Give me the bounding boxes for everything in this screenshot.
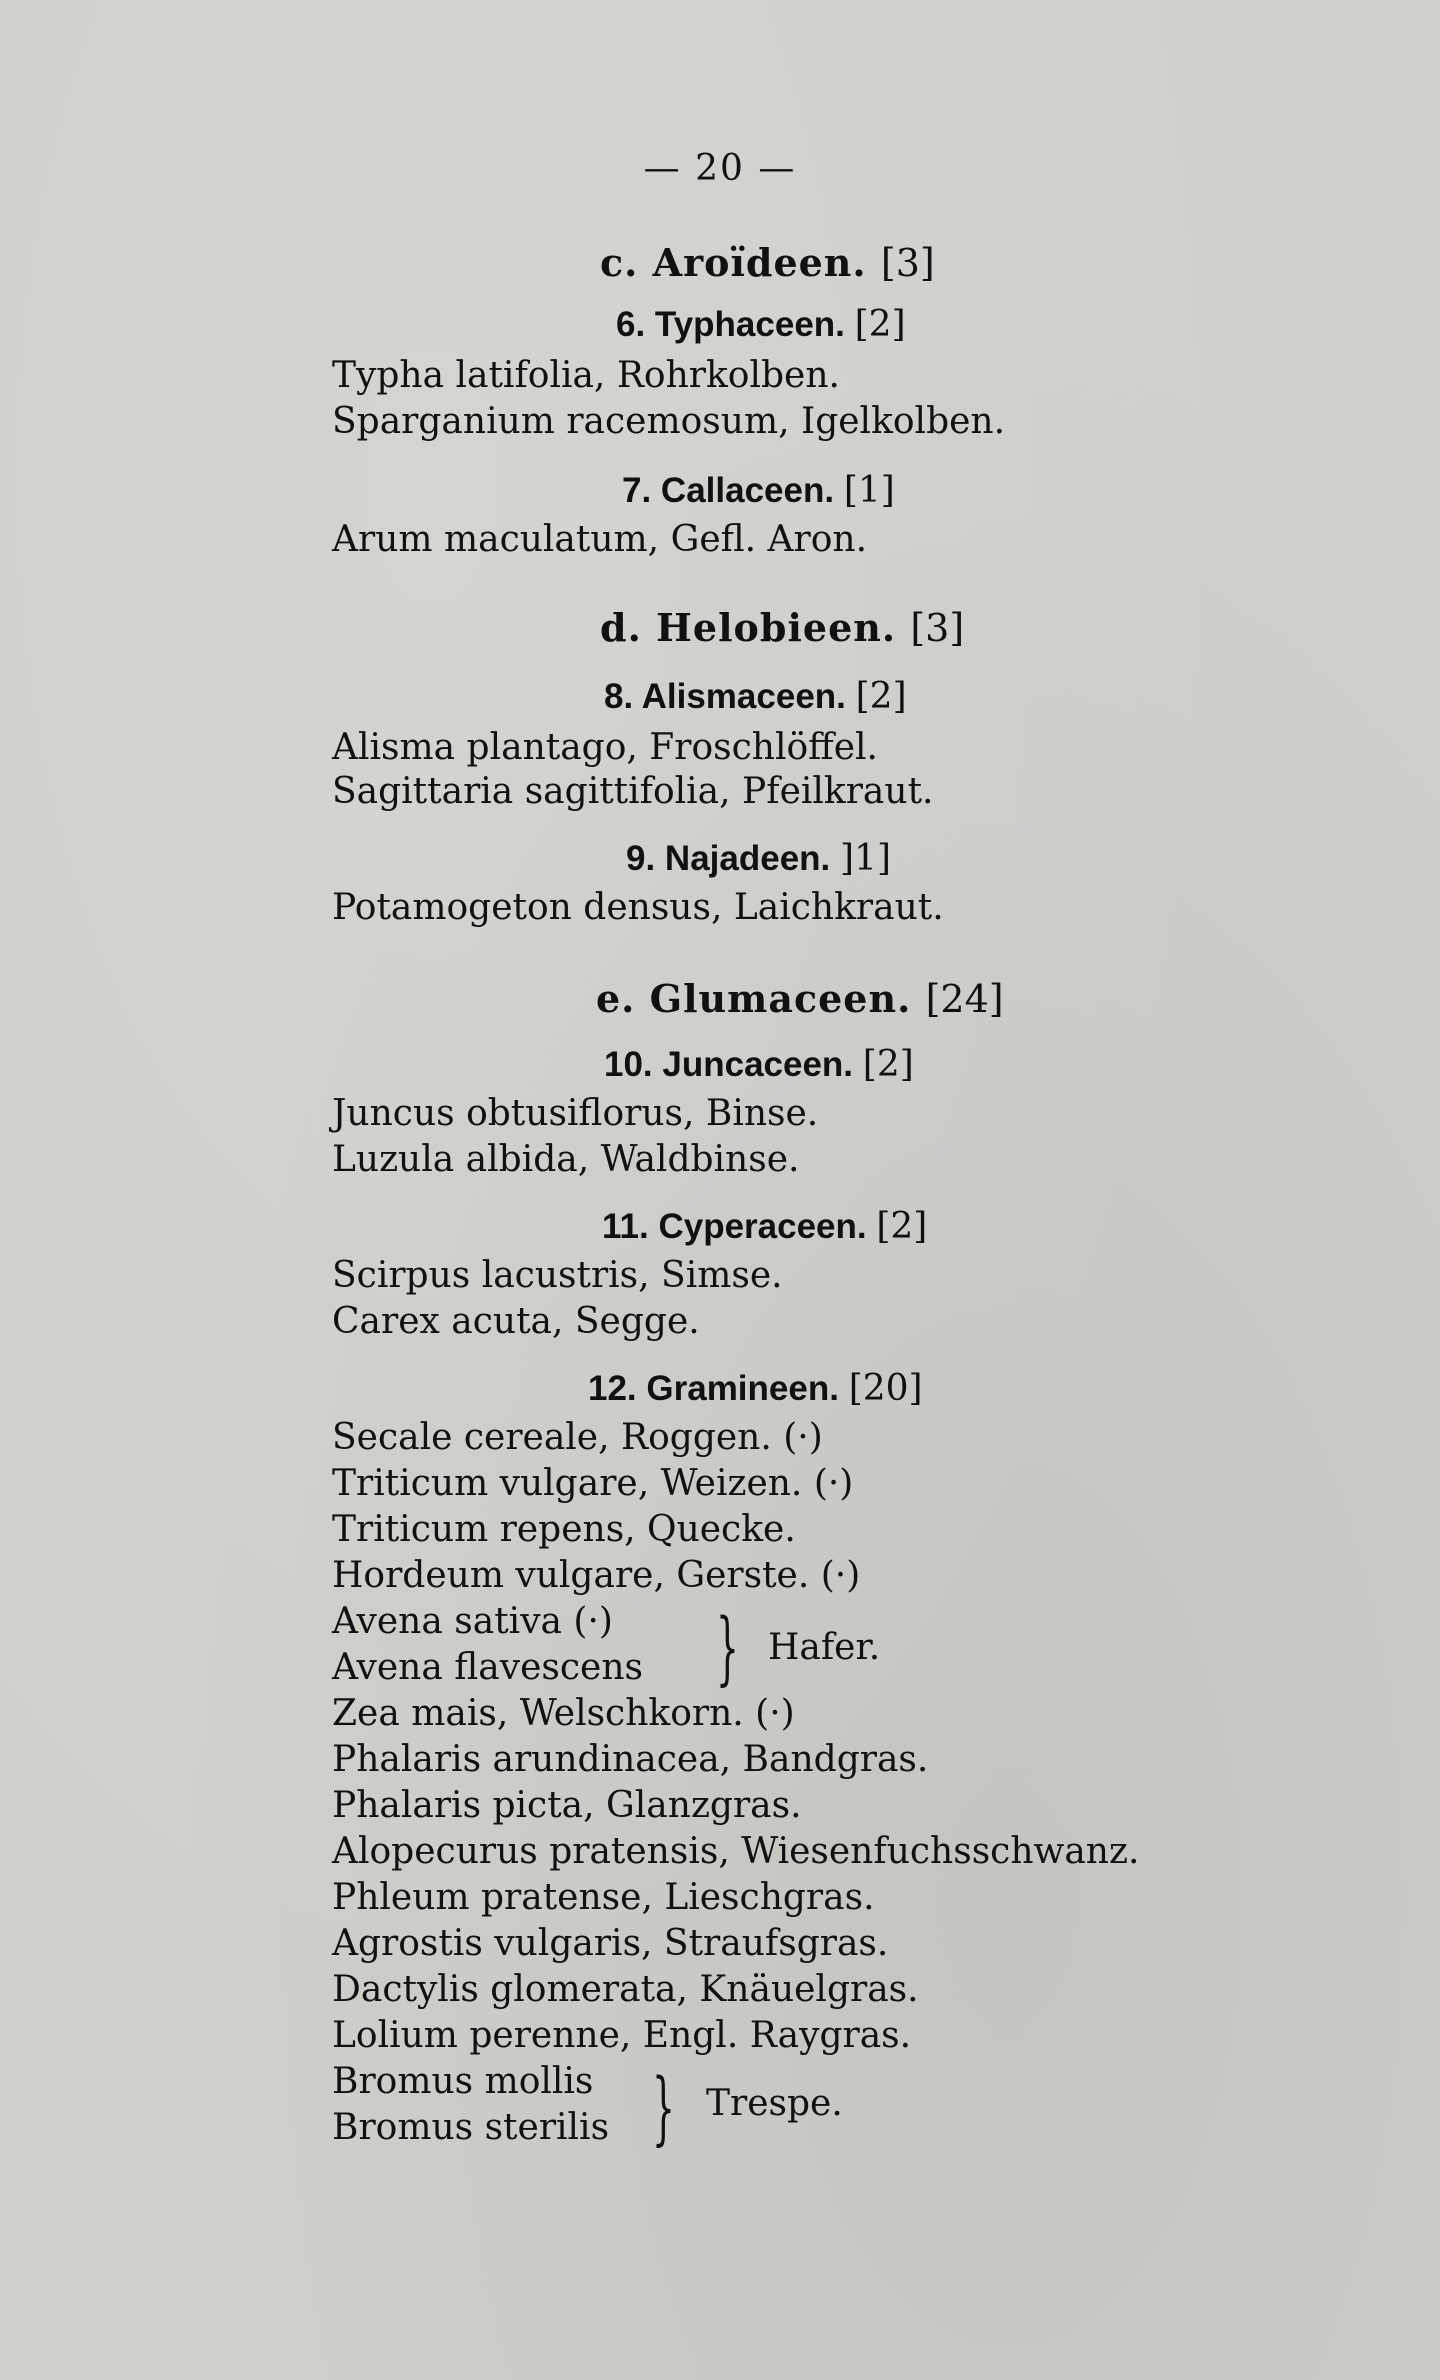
- section-count: [3]: [880, 241, 935, 285]
- family-title: 8. Alismaceen.: [604, 677, 846, 716]
- section-count: [24]: [925, 977, 1004, 1021]
- family-title: 6. Typhaceen.: [616, 305, 845, 344]
- family-count: [1]: [843, 470, 895, 511]
- avena-common-name: Hafer.: [768, 1627, 881, 1668]
- entry-sparganium: Sparganium racemosum, Igelkolben.: [332, 401, 1006, 442]
- entry-juncus: Juncus obtusiflorus, Binse.: [332, 1093, 819, 1134]
- entry-avena-sativa: Avena sativa (·): [332, 1601, 613, 1642]
- family-heading-10: [604, 1044, 914, 1085]
- entry-alisma: Alisma plantago, Froschlöffel.: [332, 727, 878, 768]
- entry-phleum: Phleum pratense, Lieschgras.: [332, 1877, 875, 1918]
- avena-lines: [332, 1601, 643, 1696]
- entry-carex: Carex acuta, Segge.: [332, 1301, 700, 1342]
- section-heading-e: [596, 976, 1004, 1021]
- section-heading-c: [600, 240, 935, 285]
- family-heading-9: [626, 838, 891, 879]
- bromus-common-name: Trespe.: [706, 2083, 843, 2124]
- entry-group-avena: [332, 1601, 932, 1696]
- entry-lolium: Lolium perenne, Engl. Raygras.: [332, 2015, 912, 2056]
- page-number: — 20 —: [643, 148, 797, 189]
- entry-sagittaria: Sagittaria sagittifolia, Pfeilkraut.: [332, 771, 934, 812]
- family-count: ]1]: [840, 838, 891, 879]
- family-title: 12. Gramineen.: [588, 1369, 839, 1408]
- family-heading-7: [622, 470, 895, 511]
- family-heading-6: [616, 304, 906, 345]
- family-title: 10. Juncaceen.: [604, 1045, 854, 1084]
- entry-avena-flavescens: Avena flavescens: [332, 1647, 643, 1688]
- brace-symbol: }: [652, 2061, 675, 2154]
- entry-phalaris-arundinacea: Phalaris arundinacea, Bandgras.: [332, 1739, 929, 1780]
- section-title: d. Helobieen.: [600, 605, 897, 650]
- family-title: 9. Najadeen.: [626, 839, 831, 878]
- family-heading-8: [604, 676, 907, 717]
- entry-agrostis: Agrostis vulgaris, Straufsgras.: [332, 1923, 889, 1964]
- bromus-lines: [332, 2061, 610, 2156]
- entry-typha: Typha latifolia, Rohrkolben.: [332, 355, 840, 396]
- entry-arum: Arum maculatum, Gefl. Aron.: [332, 519, 868, 560]
- entry-scirpus: Scirpus lacustris, Simse.: [332, 1255, 783, 1296]
- entry-phalaris-picta: Phalaris picta, Glanzgras.: [332, 1785, 802, 1826]
- entry-hordeum: Hordeum vulgare, Gerste. (·): [332, 1555, 861, 1596]
- family-heading-11: [602, 1206, 927, 1247]
- entry-secale: Secale cereale, Roggen. (·): [332, 1417, 823, 1458]
- family-count: [2]: [876, 1206, 928, 1247]
- family-title: 11. Cyperaceen.: [602, 1207, 867, 1246]
- section-title: c. Aroïdeen.: [600, 240, 867, 285]
- family-title: 7. Callaceen.: [622, 471, 835, 510]
- entry-triticum-vulgare: Triticum vulgare, Weizen. (·): [332, 1463, 854, 1504]
- section-count: [3]: [910, 606, 965, 650]
- family-heading-12: [588, 1368, 923, 1409]
- section-heading-d: [600, 605, 964, 650]
- section-title: e. Glumaceen.: [596, 976, 912, 1021]
- entry-alopecurus: Alopecurus pratensis, Wiesenfuchsschwanz.: [332, 1831, 1140, 1872]
- entry-bromus-sterilis: Bromus sterilis: [332, 2107, 610, 2148]
- family-count: [2]: [854, 304, 906, 345]
- entry-potamogeton: Potamogeton densus, Laichkraut.: [332, 887, 944, 928]
- family-count: [20]: [848, 1368, 923, 1409]
- entry-bromus-mollis: Bromus mollis: [332, 2061, 594, 2102]
- entry-zea: Zea mais, Welschkorn. (·): [332, 1693, 795, 1734]
- entry-dactylis: Dactylis glomerata, Knäuelgras.: [332, 1969, 919, 2010]
- entry-group-bromus: [332, 2061, 932, 2156]
- entry-luzula: Luzula albida, Waldbinse.: [332, 1139, 800, 1180]
- family-count: [2]: [862, 1044, 914, 1085]
- brace-symbol: }: [716, 1601, 739, 1694]
- entry-triticum-repens: Triticum repens, Quecke.: [332, 1509, 796, 1550]
- family-count: [2]: [855, 676, 907, 717]
